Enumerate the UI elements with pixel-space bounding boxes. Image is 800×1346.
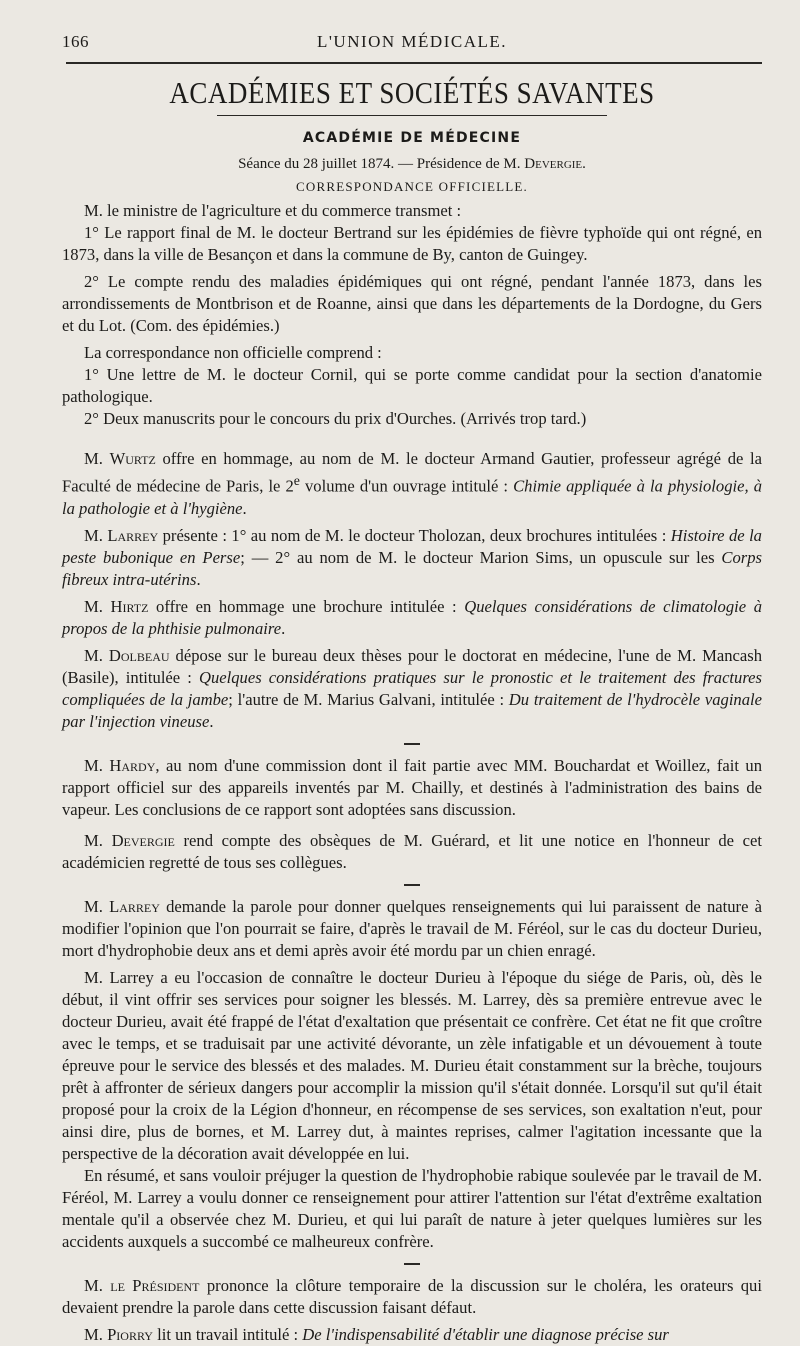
paragraph-minister: M. le ministre de l'agriculture et du commerce transmet :	[84, 201, 462, 220]
session-prefix: Séance du 28 juillet 1874. — Présidence de M.	[238, 156, 525, 172]
speaker-name: le Président	[110, 1275, 200, 1295]
paragraph-hirtz: M. Hirtz offre en hommage une brochure intitulée : Quelques considérations de climatologie à propos de la phthisie pulmonaire.	[62, 596, 762, 638]
speaker-name: Hirtz	[110, 596, 149, 616]
paragraph-piorry: M. Piorry lit un travail intitulé : De l'indispensabilité d'établir une diagnose précise sur	[84, 1324, 669, 1344]
paragraph-dolbeau: M. Dolbeau dépose sur le bureau deux thèses pour le doctorat en médecine, l'une de M. Mancash (Basile), intitulée : Quelques considérations pratiques sur le pronostic et le traitement des fractures compliquées de la jambe; l'autre de M. Marius Galvani, intitulée : Du traitement de l'hydrocèle vaginale par l'injection vineuse.	[62, 645, 763, 731]
speaker-name: Hardy	[109, 755, 156, 775]
paragraph-manuscripts: 2° Deux manuscrits pour le concours du prix d'Ourches. (Arrivés trop tard.)	[84, 409, 587, 428]
work-title: Du traitement de l'hydrocèle vaginale par l'injection vineuse	[62, 689, 762, 731]
section-separator	[404, 743, 420, 745]
journal-name: L'UNION MÉDICALE.	[316, 32, 508, 51]
section-separator	[404, 1263, 420, 1265]
paragraph-larrey-durieu: M. Larrey a eu l'occasion de connaître le docteur Durieu à l'époque du siége de Paris, où, dès le début, il vint offrir ses services pour soigner les blessés. M. Larrey, dès sa première entrevue avec le docteur Durieu, avait été frappé de l'état d'exaltation que présentait ce confrère. Cet état ne fit que croître avec le temps, et se traduisait par une activité dévorante, un zèle infatigable et un dévouement à toute épreuve pour le service des blessés et des malades. M. Durieu était constamment sur la brèche, toujours prêt à affronter de sérieux dangers pour accomplir la mission qu'il s'était donnée. Lorsqu'il sut qu'il était proposé pour la croix de la Légion d'honneur, en récompense de ses services, son exaltation n'eut, pour ainsi dire, plus de bornes, et M. Larrey dut, à maintes reprises, calmer l'agitation incessante que la perspective de la décoration avait développée en lui.	[62, 967, 762, 1163]
section-title: ACADÉMIES ET SOCIÉTÉS SAVANTES	[169, 76, 655, 110]
session-president: Devergie	[524, 156, 583, 172]
speaker-name: Piorry	[107, 1324, 153, 1344]
speaker-name: Larrey	[109, 896, 160, 916]
paragraph-devergie: M. Devergie rend compte des obsèques de M. Guérard, et lit une notice en l'honneur de cet académicien regretté de tous ses collègues.	[62, 830, 762, 872]
paragraph-nonofficial: La correspondance non officielle comprend :	[84, 343, 382, 362]
paragraph-cornil: 1° Une lettre de M. le docteur Cornil, qui se porte comme candidat pour la section d'anatomie pathologique.	[62, 365, 762, 406]
paragraph-larrey-brochures: M. Larrey présente : 1° au nom de M. le docteur Tholozan, deux brochures intitulées : Histoire de la peste bubonique en Perse; — 2° au nom de M. le docteur Marion Sims, un opuscule sur les Corps fibreux intra-utérins.	[62, 525, 762, 589]
running-head	[62, 30, 762, 58]
paragraph-president: M. le Président prononce la clôture temporaire de la discussion sur le choléra, les orateurs qui devaient prendre la parole dans cette discussion faisant défaut.	[62, 1275, 762, 1317]
speaker-name: Dolbeau	[108, 645, 170, 665]
paragraph-larrey-summary: En résumé, et sans vouloir préjuger la question de l'hydrophobie rabique soulevée par le travail de M. Féréol, M. Larrey a voulu donner ce renseignement pour attirer l'attention sur l'état d'extrême exaltation mentale qu'il a observée chez M. Durieu, et qui lui paraît de nature à jeter quelques lumières sur les accidents auxquels a succombé ce malheureux confrère.	[62, 1165, 762, 1251]
paragraph-wurtz: M. Wurtz offre en hommage, au nom de M. le docteur Armand Gautier, professeur agrégé de la Faculté de médecine de Paris, le 2e volume d'un ouvrage intitulé : Chimie appliquée à la physiologie, à la pathologie et à l'hygiène.	[62, 449, 763, 518]
page-number: 166	[62, 32, 89, 51]
paragraph-epidemics: 2° Le compte rendu des maladies épidémiques qui ont régné, pendant l'année 1873, dans les arrondissements de Montbrison et de Roanne, ainsi que dans les départements de la Dordogne, du Gers et du Lot. (Com. des épidémies.)	[62, 272, 762, 335]
work-title: Corps fibreux intra-utérins	[62, 547, 762, 589]
work-title: De l'indispensabilité d'établir une diagnose précise sur	[302, 1324, 669, 1344]
work-title: Quelques considérations de climatologie à propos de la phthisie pulmonaire	[62, 596, 762, 638]
session-line	[62, 156, 762, 173]
academy-heading: ACADÉMIE DE MÉDECINE	[302, 130, 522, 146]
work-title: Quelques considérations pratiques sur le pronostic et le traitement des fractures compliquées de la jambe	[62, 667, 763, 709]
speaker-name: Devergie	[111, 830, 175, 850]
correspondence-heading: CORRESPONDANCE OFFICIELLE.	[296, 179, 528, 194]
section-separator	[404, 884, 420, 886]
speaker-name: Wurtz	[109, 449, 156, 468]
paragraph-larrey-request: M. Larrey demande la parole pour donner quelques renseignements qui lui paraissent de nature à modifier l'opinion que l'on pourrait se faire, d'après le travail de M. Féréol, sur le cas du docteur Durieu, mort d'hydrophobie deux ans et demi après avoir été mordu par un chien enragé.	[62, 896, 763, 960]
session-suffix: .	[582, 156, 586, 172]
work-title: Histoire de la peste bubonique en Perse	[62, 525, 762, 567]
paragraph-report-bertrand: 1° Le rapport final de M. le docteur Bertrand sur les épidémies de fièvre typhoïde qui ont régné, en 1873, dans la ville de Besançon et dans la commune de By, canton de Guingey.	[62, 223, 762, 264]
header-rule	[66, 62, 762, 64]
title-rule	[217, 115, 607, 116]
speaker-name: Larrey	[107, 525, 159, 545]
work-title: Chimie appliquée à la physiologie, à la pathologie et à l'hygiène	[62, 476, 763, 518]
paragraph-hardy: M. Hardy, au nom d'une commission dont il fait partie avec MM. Bouchardat et Woillez, fait un rapport officiel sur des appareils inventés par M. Chailly, et destinés à l'administration des bains de vapeur. Les conclusions de ce rapport sont adoptées sans discussion.	[62, 755, 762, 819]
